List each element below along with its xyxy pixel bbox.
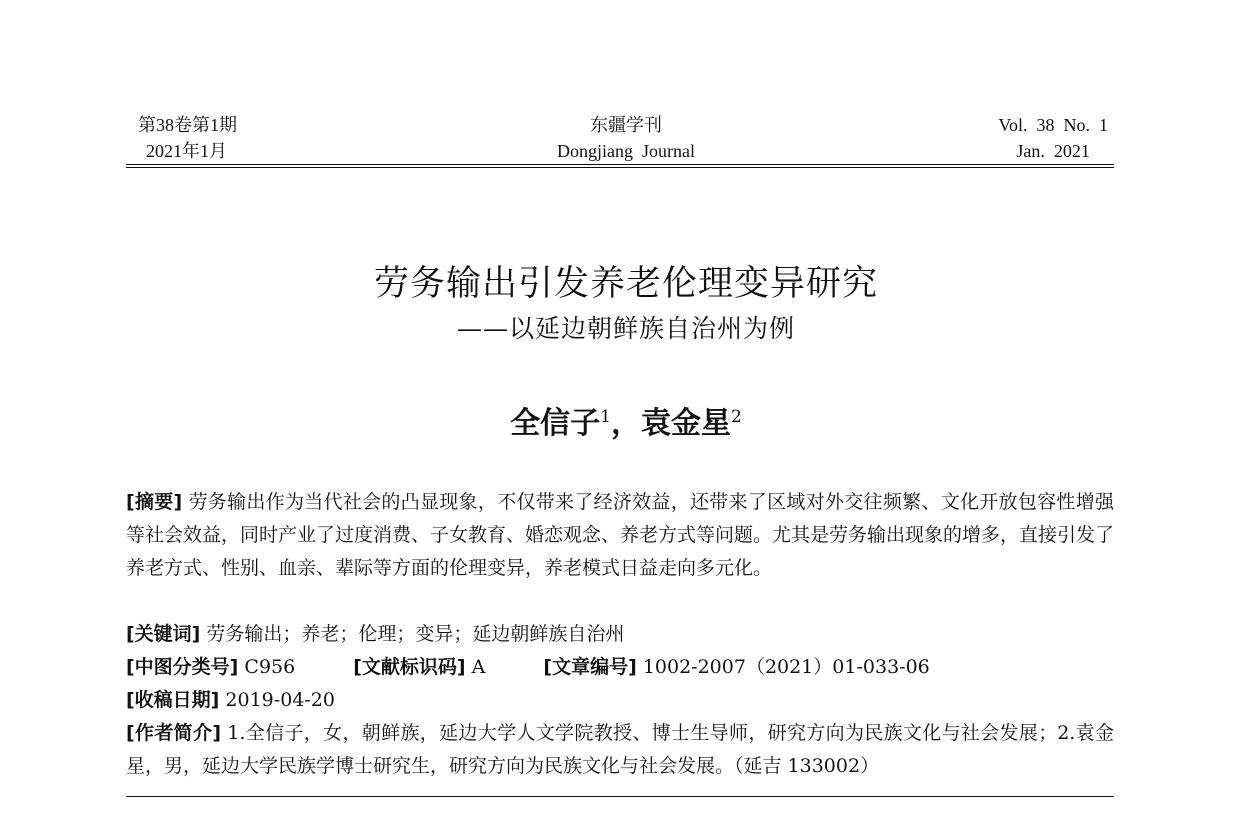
section-rule [126,796,1114,797]
clc-value: C956 [244,656,296,678]
document-code-value: A [471,656,486,678]
issue-date-cn: 2021年1月 [146,141,227,161]
affiliation-marker: 1 [600,407,611,427]
header-rule-top [126,164,1114,165]
journal-name-en: Dongjiang Journal [557,141,695,161]
author-bio-text: 1.全信子，女，朝鲜族，延边大学人文学院教授、博士生导师，研究方向为民族文化与社会发展；2.袁金星，男，延边大学民族学博士研究生，研究方向为民族文化与社会发展。（延吉 133002） [126,722,1114,777]
author-separator: ， [611,406,641,441]
header-right [998,112,1108,164]
author-line [0,404,1252,444]
article-subtitle: ——以延边朝鲜族自治州为例 [456,314,795,343]
keywords [126,618,1114,651]
abstract [126,486,1114,585]
volume-en: Vol. 38 No. 1 [998,115,1108,135]
received-value: 2019-04-20 [225,689,335,711]
author-name: 全信子 [510,406,601,441]
author-bio-label: [作者简介] [126,722,221,744]
clc-label: [中图分类号] [126,656,239,678]
keywords-label: [关键词] [126,623,201,645]
header-rule-bottom [126,167,1114,168]
affiliation-marker: 2 [731,407,742,427]
received-date [126,684,1114,717]
article-title: 劳务输出引发养老伦理变异研究 [373,264,878,304]
received-label: [收稿日期] [126,689,220,711]
abstract-label: [摘要] [126,491,183,513]
classification-line [126,651,1114,684]
article-number-value: 1002-2007（2021）01-033-06 [642,656,930,678]
journal-name-cn: 东疆学刊 [590,115,662,135]
author-name: 袁金星 [641,406,731,441]
article-number-label: [文章编号] [543,656,637,678]
abstract-text: 劳务输出作为当代社会的凸显现象，不仅带来了经济效益，还带来了区域对外交往频繁、文化开放包容性增强等社会效益，同时产业了过度消费、子女教育、婚恋观念、养老方式等问题。尤其是劳务输出现象的增多，直接引发了养老方式、性别、血亲、辈际等方面的伦理变异，养老模式日益走向多元化。 [126,491,1115,579]
volume-issue: 第38卷第1期 [138,115,237,135]
issue-date-en: Jan. 2021 [1016,141,1090,161]
keywords-text: 劳务输出；养老；伦理；变异；延边朝鲜族自治州 [206,623,625,645]
document-code-label: [文献标识码] [353,656,466,678]
author-bio [126,717,1114,783]
